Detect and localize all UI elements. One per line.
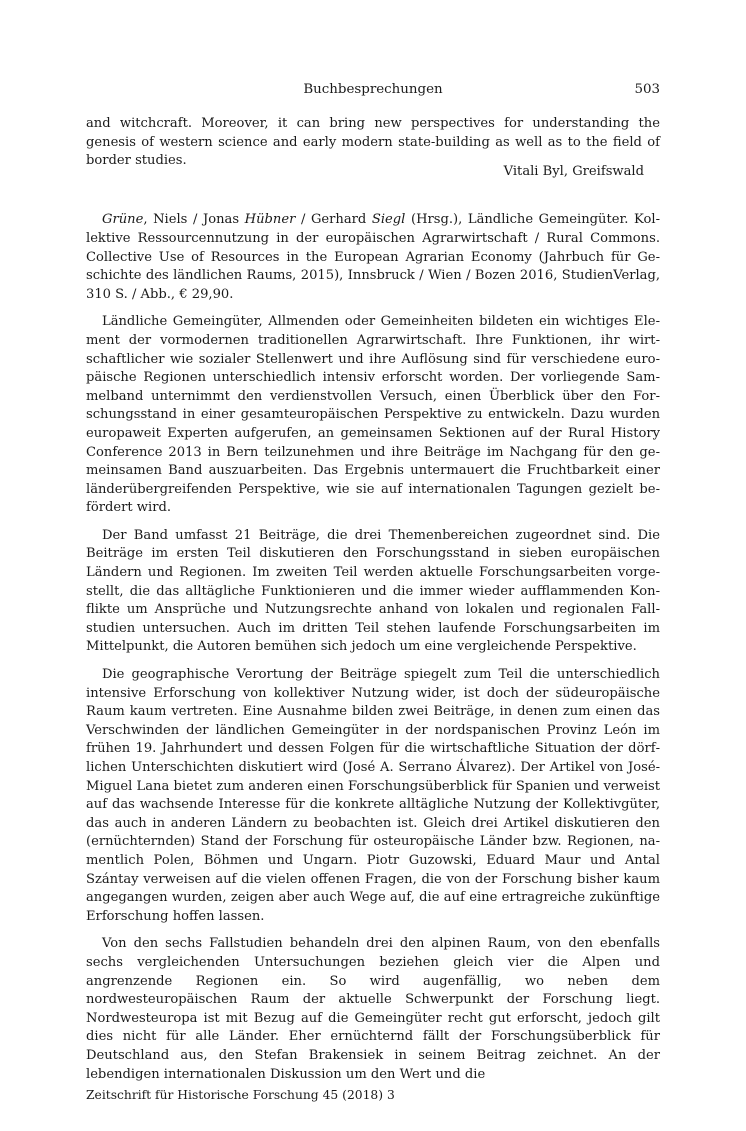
page-body [86,115,660,1084]
page-number: 503 [634,82,660,97]
review-paragraph: Die geographische Verortung der Beiträge spiegelt zum Teil die unterschiedlich intensive Erforschung von kollektiver Nutzung wider, ist doch der südeuropäische Raum kaum vertreten. Eine Ausnahme bilden zwei Beiträge, in denen zum einen das Verschwinden der ländlichen Gemeingüter in der nordspanischen Provinz León im frühen 19. Jahrhundert und dessen Folgen für die wirtschaftliche Situation der dörflichen Unterschichten diskutiert wird (José A. Serrano Álvarez). Der Artikel von José-Miguel Lana bietet zum anderen einen Forschungsüberblick für Spanien und verweist auf das wachsende Interesse für die konkrete alltägliche Nutzung der Kollektivgüter, das auch in anderen Ländern zu beobachten ist. Gleich drei Artikel diskutieren den (ernüchternden) Stand der Forschung für osteuropäische Länder bzw. Regionen, namentlich Polen, Böhmen und Ungarn. Piotr Guzowski, Eduard Maur und Antal Szántay verweisen auf die vielen offenen Fragen, die von der Forschung bisher kaum angegangen wurden, zeigen aber auch Wege auf, die auf eine ertragreiche zukünftige Erforschung hoffen lassen. [86,667,660,924]
previous-review-ending: and witchcraft. Moreover, it can bring new perspectives for understanding the genesis of western science and early modern state-building as well as to the field of border studies. [86,116,660,169]
citation-details: (Hrsg.), Ländliche Gemeingüter. Kollektive Ressourcennutzung in der europäischen Agrarwirtschaft / Rural Commons. Collective Use of Resources in the European Agrarian Economy (Jahrbuch für Geschichte des ländlichen Raums, 2015), Innsbruck / Wien / Bozen 2016, StudienVerlag, 310 S. / Abb., € 29,90. [86,212,660,302]
review-paragraph: Von den sechs Fallstudien behandeln drei den alpinen Raum, von den ebenfalls sechs vergleichenden Untersuchungen beziehen gleich vier die Alpen und angrenzende Regionen ein. So wird augenfällig, wo neben dem nordwesteuropäischen Raum der aktuelle Schwerpunkt der Forschung liegt. Nordwesteuropa ist mit Bezug auf die Gemeingüter recht gut erforscht, jedoch gilt dies nicht für alle Länder. Eher ernüchternd fällt der Forschungsüberblick für Deutschland aus, den Stefan Brakensiek in seinem Beitrag zeichnet. An der lebendigen internationalen Diskussion um den Wert und die [86,936,660,1082]
citation-separator: , Niels / Jonas [143,212,245,228]
running-header [86,82,660,102]
journal-footer: Zeitschrift für Historische Forschung 45 (2018) 3 [86,1088,395,1102]
bibliographic-citation [86,211,660,304]
review-paragraph: Der Band umfasst 21 Beiträge, die drei Themenbereichen zugeordnet sind. Die Beiträge im ersten Teil diskutieren den Forschungsstand in sieben europäischen Ländern und Regionen. Im zweiten Teil werden aktuelle Forschungsarbeiten vorgestellt, die das alltägliche Funktionieren und die immer wieder aufflammenden Konflikte um Ansprüche und Nutzungsrechte anhand von lokalen und regionalen Fallstudien untersuchen. Auch im dritten Teil stehen laufende Forschungsarbeiten im Mittelpunkt, die Autoren bemühen sich jedoch um eine vergleichende Perspektive. [86,527,660,655]
reviewer-signature: Vitali Byl, Greifswald [503,163,644,179]
editor-surname: Siegl [371,212,406,228]
review-paragraph: Ländliche Gemeingüter, Allmenden oder Gemeinheiten bildeten ein wichtiges Element der vormodernen traditionellen Agrarwirtschaft. Ihre Funktionen, ihr wirtschaftlicher wie sozialer Stellenwert und ihre Auflösung sind für verschiedene europäische Regionen unterschiedlich intensiv erforscht worden. Der vorliegende Sammelband unternimmt den verdienstvollen Versuch, einen Überblick über den Forschungsstand in einer gesamteuropäischen Perspektive zu entwickeln. Dazu wurden europaweit Experten aufgerufen, an gemeinsamen Sektionen auf der Rural History Conference 2013 in Bern teilzunehmen und ihre Beiträge im Nachgang für den gemeinsamen Band auszuarbeiten. Das Ergebnis untermauert die Fruchtbarkeit einer länderübergreifenden Perspektive, wie sie auf internationalen Tagungen gezielt befördert wird. [86,314,660,516]
book-review-page [86,0,660,1131]
running-title: Buchbesprechungen [303,82,443,97]
editor-surname: Grüne [102,212,144,228]
editor-surname: Hübner [244,212,296,228]
citation-separator: / Gerhard [295,212,372,228]
